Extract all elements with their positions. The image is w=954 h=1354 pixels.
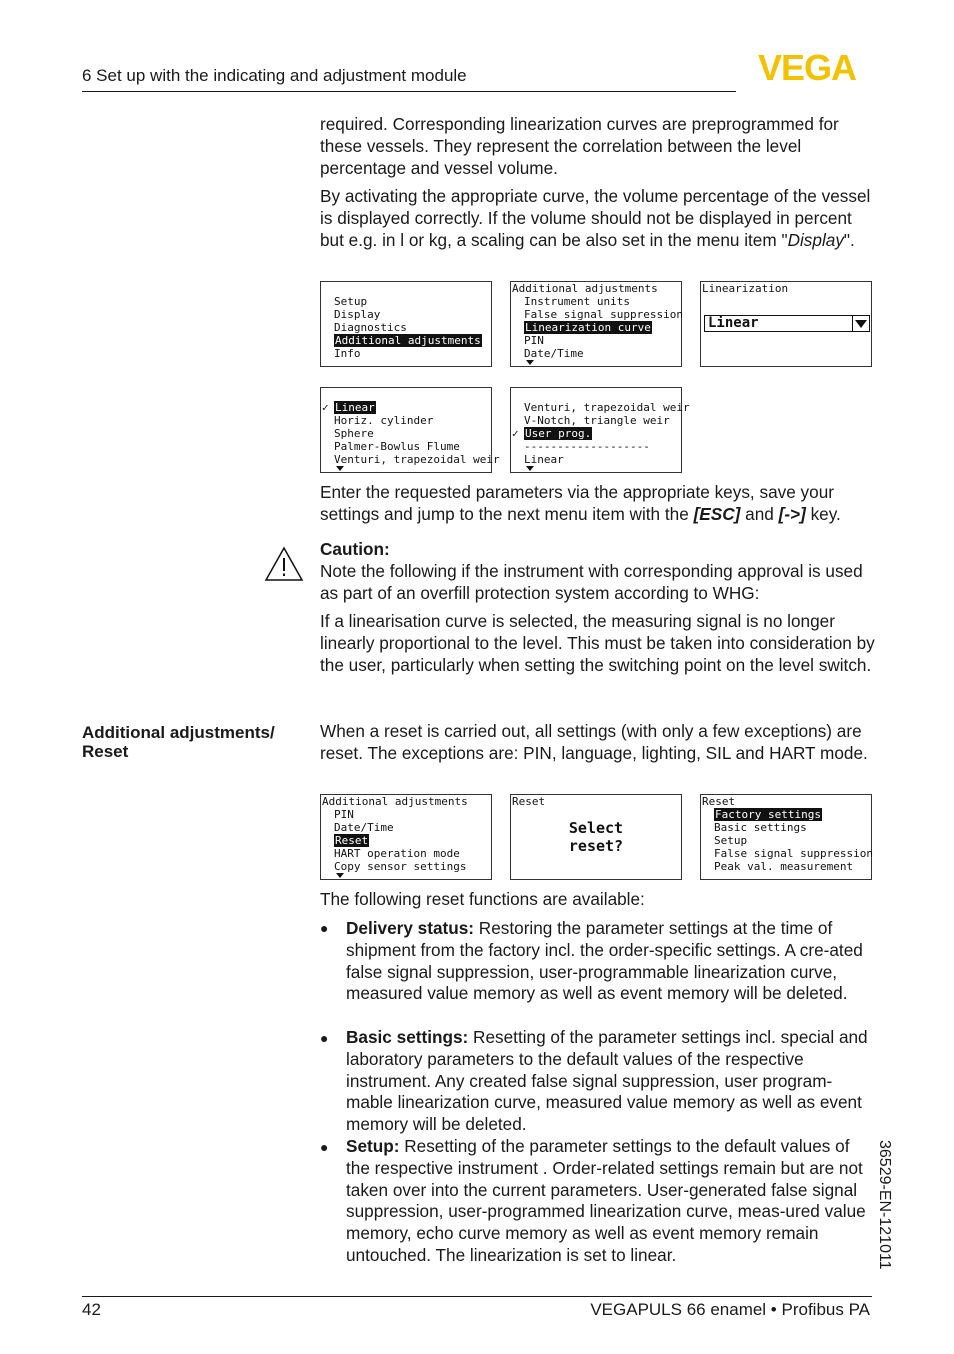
lcd-title: Additional adjustments	[512, 282, 658, 295]
menu-item: Copy sensor settings	[334, 860, 467, 873]
intro-paragraph-2	[320, 186, 880, 251]
lcd-main-menu	[320, 281, 492, 367]
menu-item: Display	[334, 308, 381, 321]
lcd-title: Reset	[702, 795, 736, 808]
reset-side-heading: Additional adjustments/ Reset	[82, 723, 275, 761]
reset-option-selected: Factory settings	[715, 808, 821, 821]
section-title: 6 Set up with the indicating and adjustment module	[82, 66, 467, 85]
menu-item: PIN	[524, 334, 544, 347]
menu-item-selected: Additional adjustments	[335, 334, 481, 347]
scroll-down-icon	[526, 360, 534, 365]
reset-option: False signal suppression	[714, 847, 873, 860]
bullet-term: Delivery status:	[346, 918, 475, 938]
warning-triangle-icon	[264, 546, 304, 582]
menu-item: Instrument units	[524, 295, 630, 308]
caution-paragraph-1: Note the following if the instrument with corresponding approval is used as part of an overfill protection system according to WHG:	[320, 561, 863, 603]
menu-item: Setup	[334, 295, 368, 308]
arrow-key: [->]	[778, 503, 806, 524]
scroll-down-icon	[336, 873, 344, 878]
menu-item-selected: Reset	[335, 834, 369, 847]
scroll-down-icon	[526, 466, 534, 471]
intro-p2-text: By activating the appropriate curve, the volume percentage of the vessel is displayed correctly. If the volume should not be displayed in percent but e.g. in l or kg, a scaling can be also set in the menu item "	[320, 186, 871, 250]
and-text: and	[740, 503, 779, 524]
curve-item: Venturi, trapezoidal weir	[334, 453, 500, 466]
enter-parameters-paragraph	[320, 482, 880, 526]
lcd-title: Linearization	[702, 282, 789, 295]
menu-item: Date/Time	[524, 347, 584, 360]
checkmark-icon: ✓	[512, 427, 519, 440]
curve-item: Sphere	[334, 427, 374, 440]
curve-item: Linear	[524, 453, 564, 466]
scroll-down-icon	[336, 466, 344, 471]
lcd-reset-confirm	[510, 794, 682, 880]
menu-item: HART operation mode	[334, 847, 460, 860]
prompt-line-2: reset?	[568, 837, 624, 855]
menu-item: PIN	[334, 808, 354, 821]
bullet-setup	[346, 1136, 876, 1267]
menu-item: False signal suppression	[524, 308, 683, 321]
separator-line: -------------------	[524, 440, 650, 453]
document-id: 36529-EN-121011	[876, 1140, 893, 1270]
lcd-curve-list-1	[320, 387, 500, 473]
dropdown-value: Linear	[708, 315, 759, 331]
reset-paragraph: When a reset is carried out, all settings (with only a few exceptions) are reset. The exceptions are: PIN, language, lighting, SIL and HART mode.	[320, 721, 868, 763]
curve-item: Venturi, trapezoidal weir	[524, 401, 690, 414]
bullet-dot: ●	[320, 1030, 329, 1046]
bullet-term: Setup:	[346, 1136, 400, 1156]
lcd-additional-adjustments	[510, 281, 682, 367]
bullet-dot: ●	[320, 920, 329, 936]
curve-item: Palmer-Bowlus Flume	[334, 440, 460, 453]
bullet-term: Basic settings:	[346, 1027, 469, 1047]
dropdown-arrow-icon	[852, 316, 869, 331]
bullet-dot: ●	[320, 1139, 329, 1155]
lcd-linearization	[700, 281, 872, 367]
lcd-title: Reset	[512, 795, 546, 808]
menu-item: Date/Time	[334, 821, 394, 834]
curve-item-selected: Linear	[335, 401, 375, 414]
reset-prompt	[511, 819, 681, 855]
header-rule	[82, 91, 736, 92]
bullet-text: Resetting of the parameter settings incl. special and laboratory parameters to the default values of the respective instrument. Any created false signal suppression, user program-mable linearization curve, measured value memory as well as event memory will be deleted.	[346, 1027, 868, 1135]
esc-key: [ESC]	[693, 503, 741, 524]
key-text: key.	[805, 503, 841, 524]
bullet-text: Resetting of the parameter settings to the default values of the respective instrument . Order-related settings remain but are not taken over into the current parameters. User-generated false signal suppression, user-programmed linearization curve, meas-ured value memory, echo curve memory as well as event memory remain untouched. The linearization is set to linear.	[346, 1136, 866, 1265]
product-name: VEGAPULS 66 enamel • Profibus PA	[590, 1300, 870, 1319]
reset-option: Setup	[714, 834, 748, 847]
intro-paragraph-1: required. Corresponding linearization curves are preprogrammed for these vessels. They represent the correlation between the level percentage and vessel volume.	[320, 114, 839, 178]
footer-rule	[82, 1296, 872, 1297]
lcd-reset-options	[700, 794, 872, 880]
vega-logo	[742, 52, 872, 82]
logo-text: VEGA	[757, 52, 857, 82]
enter-text: Enter the requested parameters via the appropriate keys, save your settings and jump to the next menu item with the	[320, 482, 834, 524]
menu-item-selected: Linearization curve	[525, 321, 651, 334]
reset-option: Peak val. measurement	[714, 860, 854, 873]
menu-item: Diagnostics	[334, 321, 407, 334]
checkmark-icon: ✓	[322, 401, 329, 414]
curve-item: V-Notch, triangle weir	[524, 414, 670, 427]
page-number: 42	[82, 1300, 101, 1319]
intro-p2-end: ".	[843, 229, 855, 250]
bullet-delivery-status	[346, 918, 876, 1005]
bullet-basic-settings	[346, 1027, 876, 1136]
lcd-title: Additional adjustments	[322, 795, 468, 808]
bullet-text: Restoring the parameter settings at the time of shipment from the factory incl. the order-specific settings. A cre-ated false signal suppression, user-programmable linearization curve, measured value memory as well as event memory will be deleted.	[346, 918, 863, 1004]
caution-paragraph-2: If a linearisation curve is selected, the measuring signal is no longer linearly proportional to the level. This must be taken into consideration by the user, particularly when setting the switching point on the level switch.	[320, 611, 875, 675]
caution-title: Caution:	[320, 539, 390, 559]
curve-item-selected: User prog.	[525, 427, 592, 440]
menu-item: Info	[334, 347, 361, 360]
reset-option: Basic settings	[714, 821, 807, 834]
display-menu-name: Display	[787, 229, 844, 250]
lcd-curve-list-2	[510, 387, 690, 473]
curve-item: Horiz. cylinder	[334, 414, 434, 427]
prompt-line-1: Select	[568, 819, 624, 837]
reset-functions-intro: The following reset functions are available:	[320, 889, 645, 909]
lcd-additional-adjustments-reset	[320, 794, 492, 880]
linearization-dropdown	[704, 315, 870, 332]
